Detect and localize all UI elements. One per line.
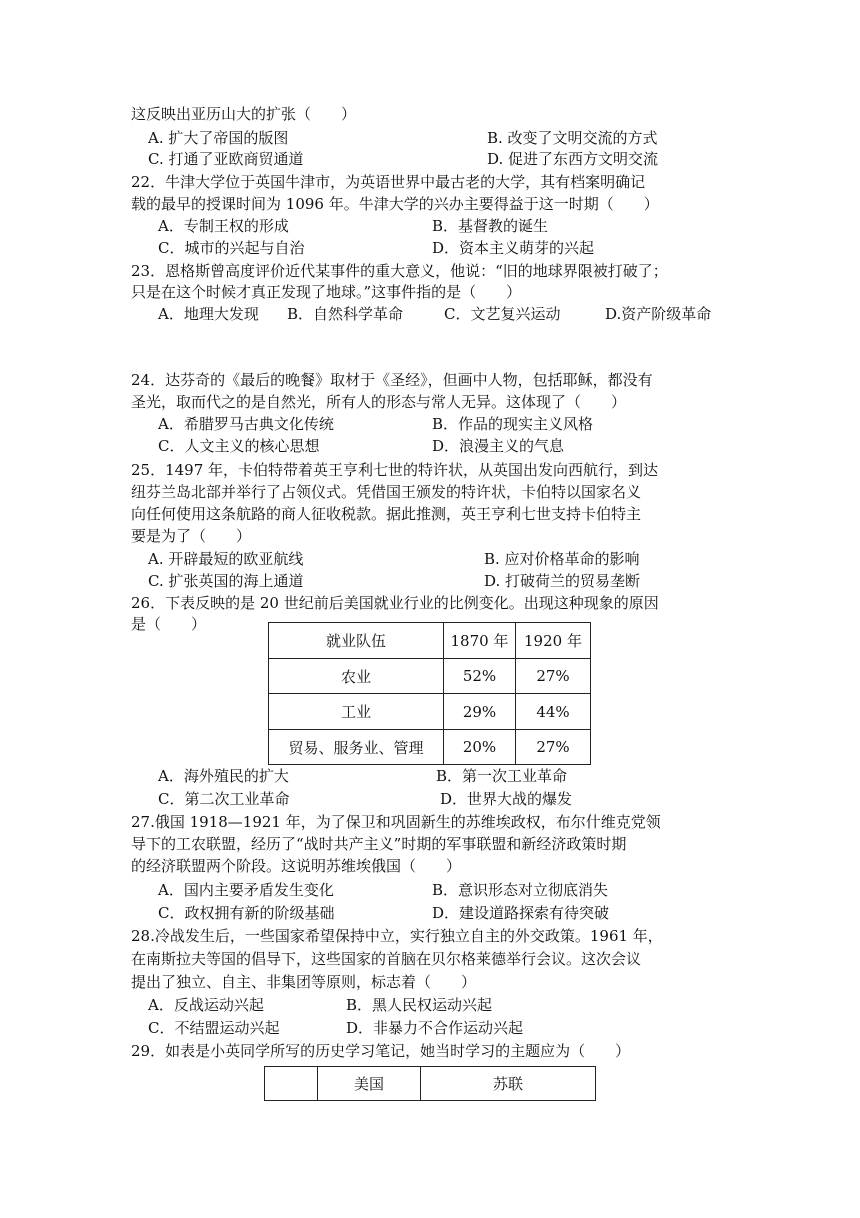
q26-stem-line-1: 26．下表反映的是 20 世纪前后美国就业行业的比例变化。出现这种现象的原因 xyxy=(131,594,659,612)
q25-option-a[interactable]: A. 开辟最短的欧亚航线 xyxy=(148,550,304,568)
q28-option-c[interactable]: C．不结盟运动兴起 xyxy=(148,1019,280,1037)
q22-stem-line-2: 载的最早的授课时间为 1096 年。牛津大学的兴办主要得益于这一时期（ ） xyxy=(131,195,659,213)
q26-table-cell: 27% xyxy=(516,659,591,694)
q26-stem-line-2: 是（ ） xyxy=(131,615,207,633)
q23-option-a[interactable]: A．地理大发现 xyxy=(158,305,259,323)
q22-stem-line-1: 22．牛津大学位于英国牛津市，为英语世界中最古老的大学，其有档案明确记 xyxy=(131,173,646,191)
q23-stem-line-2: 只是在这个时候才真正发现了地球。”这事件指的是（ ） xyxy=(131,283,522,301)
q21-stem-tail: 这反映出亚历山大的扩张（ ） xyxy=(131,105,357,123)
q26-table-cell: 27% xyxy=(516,730,591,765)
q29-stem: 29．如表是小英同学所写的历史学习笔记，她当时学习的主题应为（ ） xyxy=(131,1042,631,1060)
q28-option-b[interactable]: B．黑人民权运动兴起 xyxy=(346,996,493,1014)
q21-option-a[interactable]: A. 扩大了帝国的版图 xyxy=(148,129,289,147)
q25-stem-line-1: 25．1497 年，卡伯特带着英王亨利七世的特许状，从英国出发向西航行，到达 xyxy=(131,461,659,479)
q26-option-d[interactable]: D．世界大战的爆发 xyxy=(440,790,573,808)
q29-table-header-usa: 美国 xyxy=(318,1067,421,1101)
q21-option-c[interactable]: C. 打通了亚欧商贸通道 xyxy=(148,150,304,168)
q26-table-cell: 贸易、服务业、管理 xyxy=(269,730,444,765)
q29-notes-table xyxy=(264,1066,596,1101)
q28-stem-line-1: 28.冷战发生后，一些国家希望保持中立，实行独立自主的外交政策。1961 年， xyxy=(131,927,663,945)
q21-option-d[interactable]: D. 促进了东西方文明交流 xyxy=(487,150,659,168)
q26-table-cell: 29% xyxy=(444,694,516,730)
q28-option-a[interactable]: A．反战运动兴起 xyxy=(148,996,264,1014)
q25-stem-line-3: 向任何使用这条航路的商人征收税款。据此推测，英王亨利七世支持卡伯特主 xyxy=(131,505,642,523)
q26-table-header: 就业队伍 xyxy=(269,623,444,659)
q29-table-header-empty xyxy=(265,1067,318,1101)
q26-table-header: 1920 年 xyxy=(516,623,591,659)
q27-option-b[interactable]: B．意识形态对立彻底消失 xyxy=(432,881,609,899)
q26-option-c[interactable]: C．第二次工业革命 xyxy=(158,790,290,808)
q23-option-d[interactable]: D.资产阶级革命 xyxy=(605,305,712,323)
q26-table-cell: 农业 xyxy=(269,659,444,694)
q24-option-b[interactable]: B．作品的现实主义风格 xyxy=(432,415,594,433)
q26-table-cell: 20% xyxy=(444,730,516,765)
q26-table-cell: 44% xyxy=(516,694,591,730)
q26-table-cell: 52% xyxy=(444,659,516,694)
q24-option-a-visible[interactable]: A．希腊罗马古典文化传统 xyxy=(158,415,334,433)
q27-option-c[interactable]: C．政权拥有新的阶级基础 xyxy=(158,904,335,922)
q25-stem-line-2: 纽芬兰岛北部并举行了占领仪式。凭借国王颁发的特许状，卡伯特以国家名义 xyxy=(131,483,642,501)
q26-table-header: 1870 年 xyxy=(444,623,516,659)
q27-stem-line-1: 27.俄国 1918—1921 年，为了保卫和巩固新生的苏维埃政权，布尔什维克党领 xyxy=(131,813,661,831)
q24-stem-line-2: 圣光，取而代之的是自然光，所有人的形态与常人无异。这体现了（ ） xyxy=(131,393,627,411)
q27-option-d[interactable]: D．建设道路探索有待突破 xyxy=(432,904,610,922)
q26-option-b[interactable]: B．第一次工业革命 xyxy=(436,767,568,785)
q28-stem-line-3: 提出了独立、自主、非集团等原则，标志着（ ） xyxy=(131,973,477,991)
q29-table-header-ussr: 苏联 xyxy=(421,1067,596,1101)
q26-option-a[interactable]: A．海外殖民的扩大 xyxy=(158,767,289,785)
q22-option-a[interactable]: A．专制王权的形成 xyxy=(158,217,289,235)
q21-option-b[interactable]: B. 改变了文明交流的方式 xyxy=(487,129,658,147)
q24-option-d[interactable]: D．浪漫主义的气息 xyxy=(432,437,565,455)
q23-option-c[interactable]: C．文艺复兴运动 xyxy=(444,305,561,323)
q25-option-d[interactable]: D. 打破荷兰的贸易垄断 xyxy=(484,572,641,590)
q24-option-c[interactable]: C．人文主义的核心思想 xyxy=(158,437,320,455)
q27-stem-line-3: 的经济联盟两个阶段。这说明苏维埃俄国（ ） xyxy=(131,857,462,875)
q25-option-c[interactable]: C. 扩张英国的海上通道 xyxy=(148,572,304,590)
q22-option-c[interactable]: C．城市的兴起与自治 xyxy=(158,239,305,257)
q27-option-a[interactable]: A．国内主要矛盾发生变化 xyxy=(158,881,334,899)
q28-stem-line-2: 在南斯拉夫等国的倡导下，这些国家的首脑在贝尔格莱德举行会议。这次会议 xyxy=(131,950,642,968)
q26-table-cell: 工业 xyxy=(269,694,444,730)
q23-stem-line-1: 23．恩格斯曾高度评价近代某事件的重大意义，他说：“旧的地球界限被打破了； xyxy=(131,262,668,280)
q22-option-b[interactable]: B．基督教的诞生 xyxy=(432,217,549,235)
q22-option-d[interactable]: D．资本主义萌芽的兴起 xyxy=(432,239,595,257)
q26-employment-table xyxy=(268,622,591,765)
q23-option-b[interactable]: B．自然科学革命 xyxy=(287,305,404,323)
q25-option-b[interactable]: B. 应对价格革命的影响 xyxy=(484,550,640,568)
q25-stem-line-4: 要是为了（ ） xyxy=(131,527,252,545)
q24-stem-line-1: 24．达芬奇的《最后的晚餐》取材于《圣经》，但画中人物，包括耶稣，都没有 xyxy=(131,371,653,389)
q27-stem-line-2: 导下的工农联盟，经历了“战时共产主义”时期的军事联盟和新经济政策时期 xyxy=(131,835,627,853)
q28-option-d[interactable]: D．非暴力不合作运动兴起 xyxy=(346,1019,524,1037)
